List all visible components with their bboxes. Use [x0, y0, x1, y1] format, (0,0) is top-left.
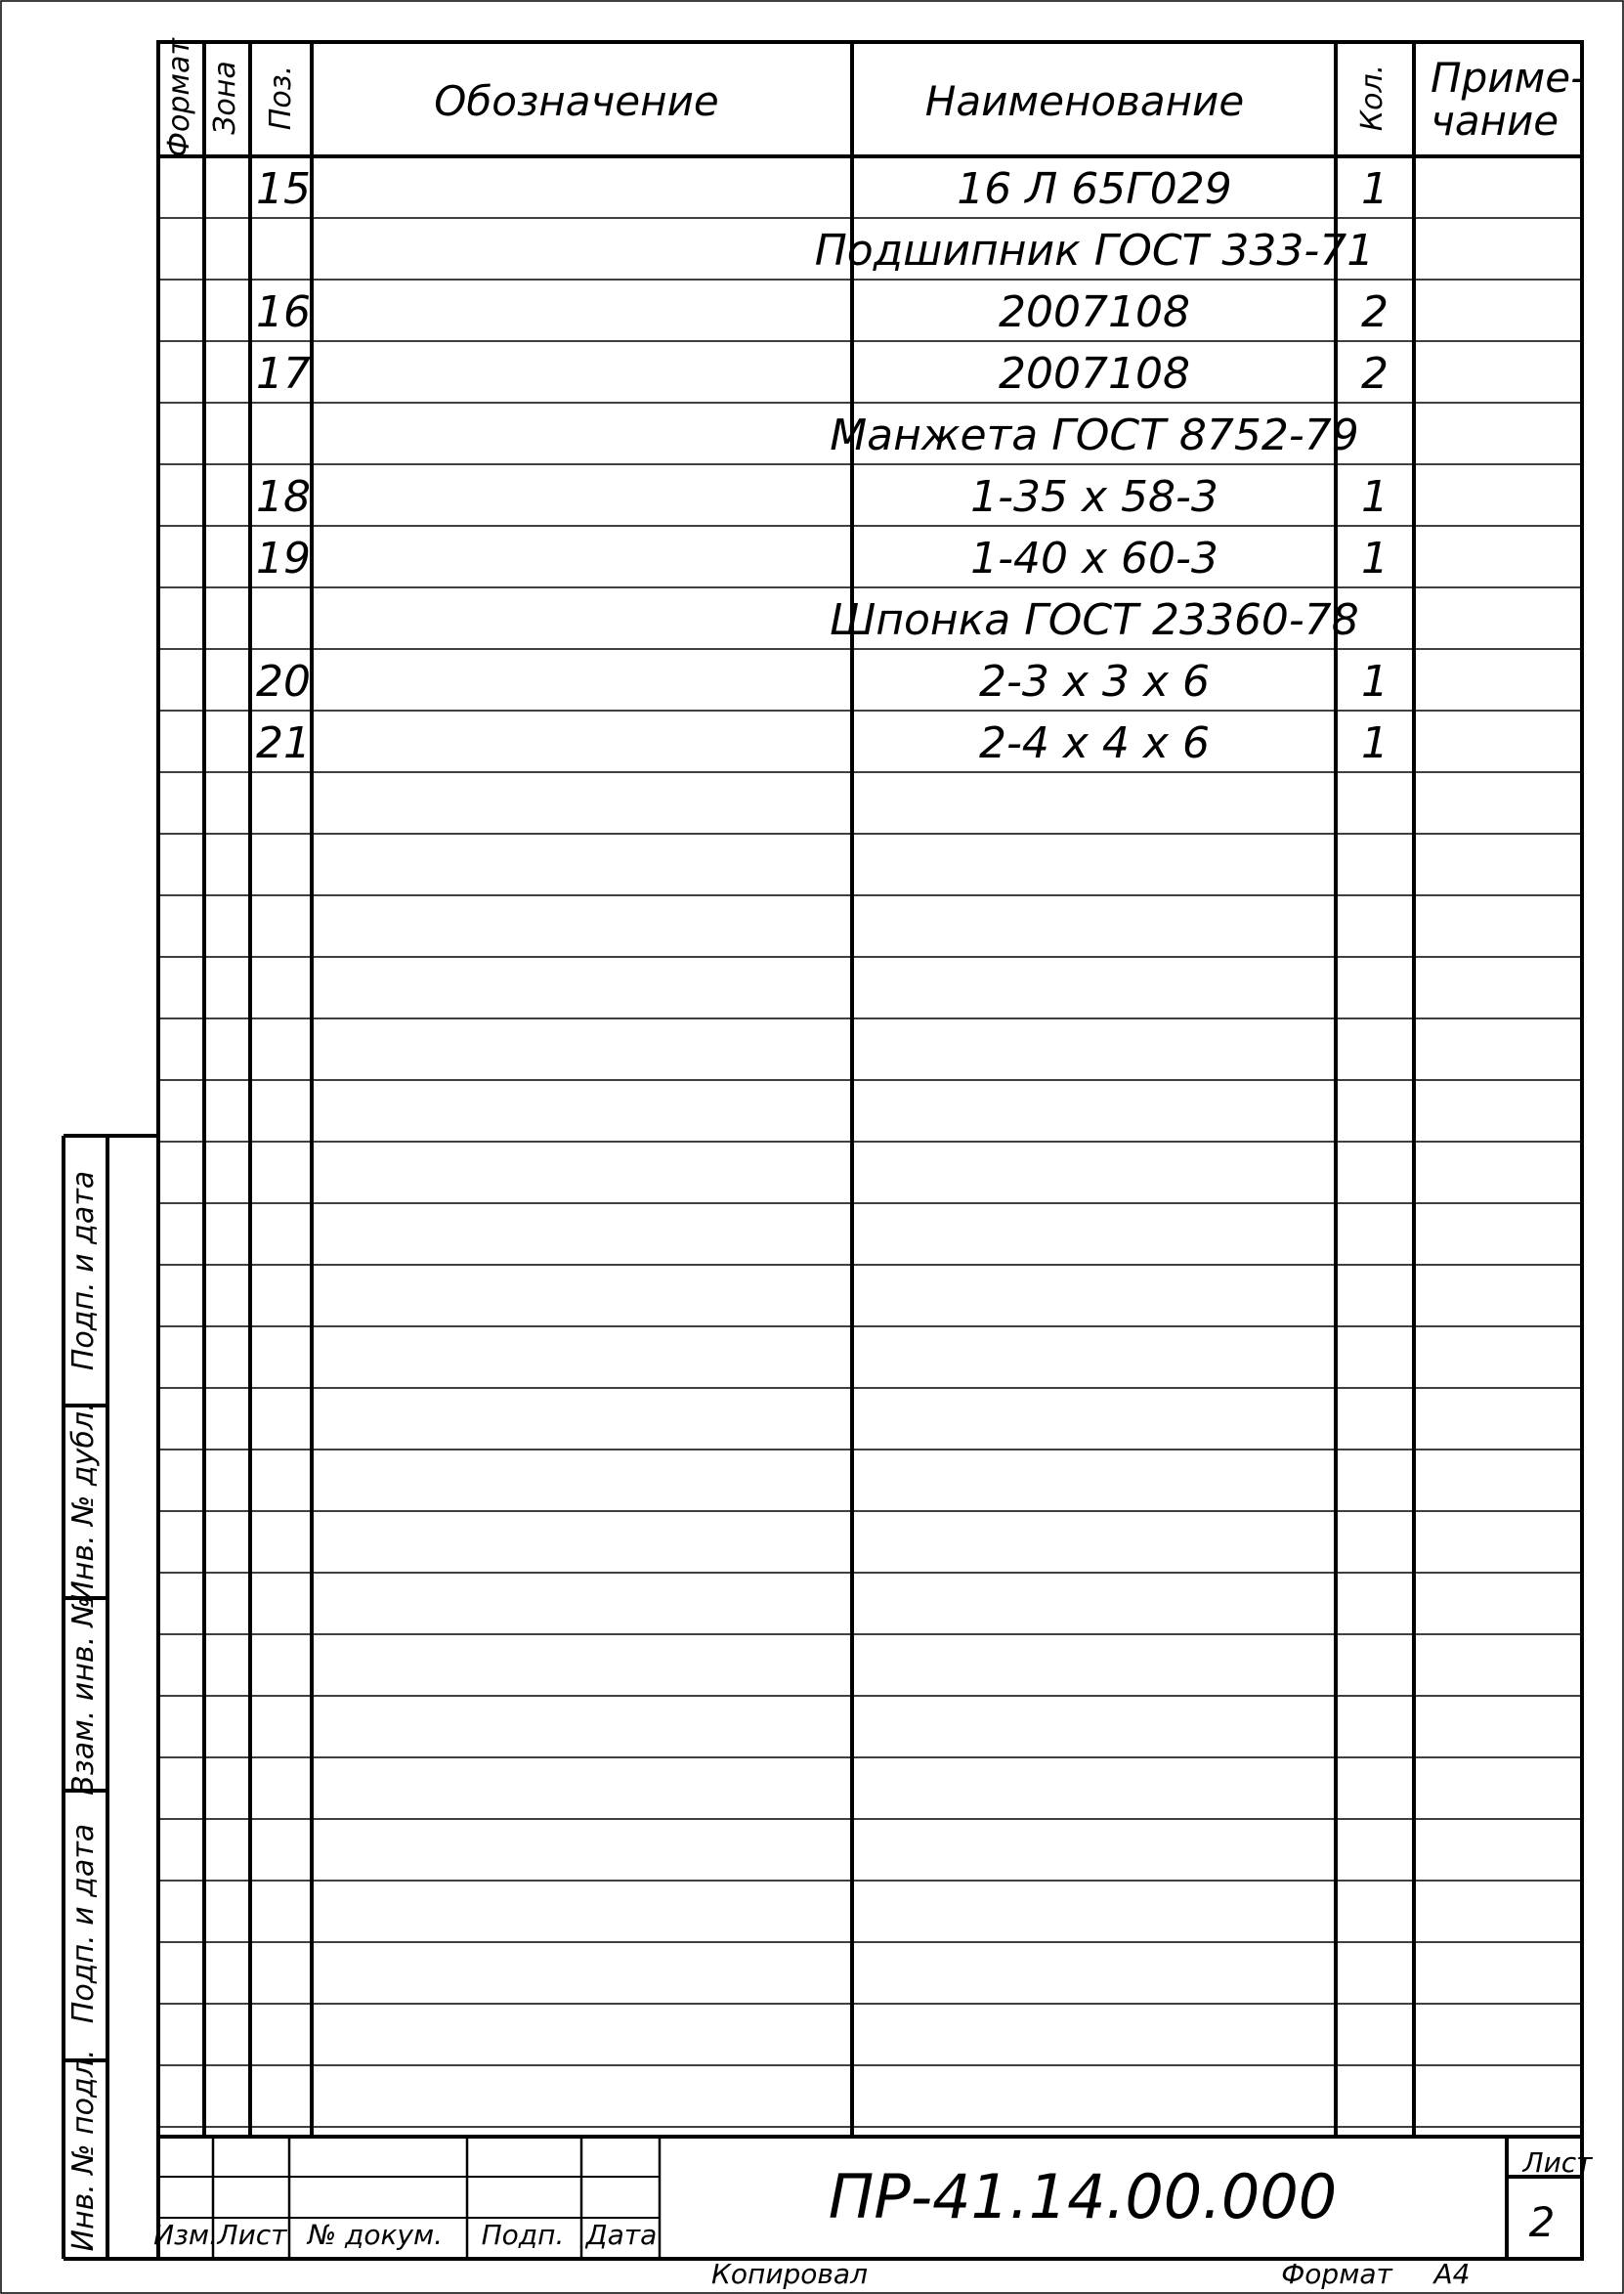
row-name: 2-3 х 3 х 6	[979, 656, 1210, 707]
row-pos: 21	[256, 717, 311, 768]
footer-copied: Копировал	[711, 2258, 868, 2290]
row-pos: 20	[256, 656, 311, 707]
side-vzam-inv: Взам. инв. №	[66, 1596, 101, 1796]
row-qty: 1	[1361, 163, 1389, 214]
row-name: Подшипник ГОСТ 333-71	[814, 225, 1375, 276]
header-designation: Обозначение	[434, 77, 719, 125]
tb-izm: Изм.	[153, 2219, 218, 2251]
footer-format-label: Формат	[1281, 2258, 1392, 2290]
row-name: Шпонка ГОСТ 23360-78	[830, 594, 1359, 645]
side-podp-data-bottom: Подп. и дата	[66, 1823, 101, 2024]
header-note-line1: Приме-	[1431, 54, 1586, 102]
row-name: Манжета ГОСТ 8752-79	[830, 410, 1359, 460]
side-podp-data-top: Подп. и дата	[66, 1170, 101, 1371]
row-name: 2007108	[999, 286, 1190, 337]
row-qty: 2	[1361, 286, 1389, 337]
side-inv-dubl: Инв. № дубл.	[66, 1402, 101, 1603]
row-pos: 17	[256, 348, 311, 399]
row-name: 2007108	[999, 348, 1190, 399]
row-name: 1-40 х 60-3	[970, 533, 1218, 584]
row-name: 2-4 х 4 х 6	[979, 717, 1210, 768]
tb-list: Лист	[217, 2219, 287, 2251]
row-qty: 1	[1361, 656, 1389, 707]
tb-sheet-number: 2	[1528, 2198, 1556, 2246]
row-qty: 2	[1361, 348, 1389, 399]
row-pos: 16	[256, 286, 311, 337]
header-name: Наименование	[924, 77, 1245, 125]
row-name: 16 Л 65Г029	[957, 163, 1232, 214]
row-qty: 1	[1361, 533, 1389, 584]
header-note-line2: чание	[1431, 97, 1560, 145]
header-format: Формат	[162, 38, 196, 157]
header-qty: Кол.	[1355, 64, 1389, 132]
header-zone: Зона	[208, 61, 242, 135]
row-qty: 1	[1361, 717, 1389, 768]
side-inv-podl: Инв. № подл.	[66, 2049, 101, 2252]
row-name: 1-35 х 58-3	[970, 471, 1218, 522]
page-border	[1, 1, 1623, 2293]
row-pos: 19	[256, 533, 311, 584]
document-code: ПР-41.14.00.000	[828, 2161, 1338, 2232]
header-pos: Поз.	[264, 65, 298, 131]
tb-sheet-label: Лист	[1522, 2146, 1593, 2179]
row-pos: 18	[256, 471, 311, 522]
tb-doc-no: № докум.	[307, 2219, 444, 2251]
tb-data: Дата	[585, 2219, 658, 2251]
row-qty: 1	[1361, 471, 1389, 522]
row-pos: 15	[256, 163, 311, 214]
footer-format-value: А4	[1433, 2258, 1471, 2290]
tb-podp: Подп.	[481, 2219, 565, 2251]
